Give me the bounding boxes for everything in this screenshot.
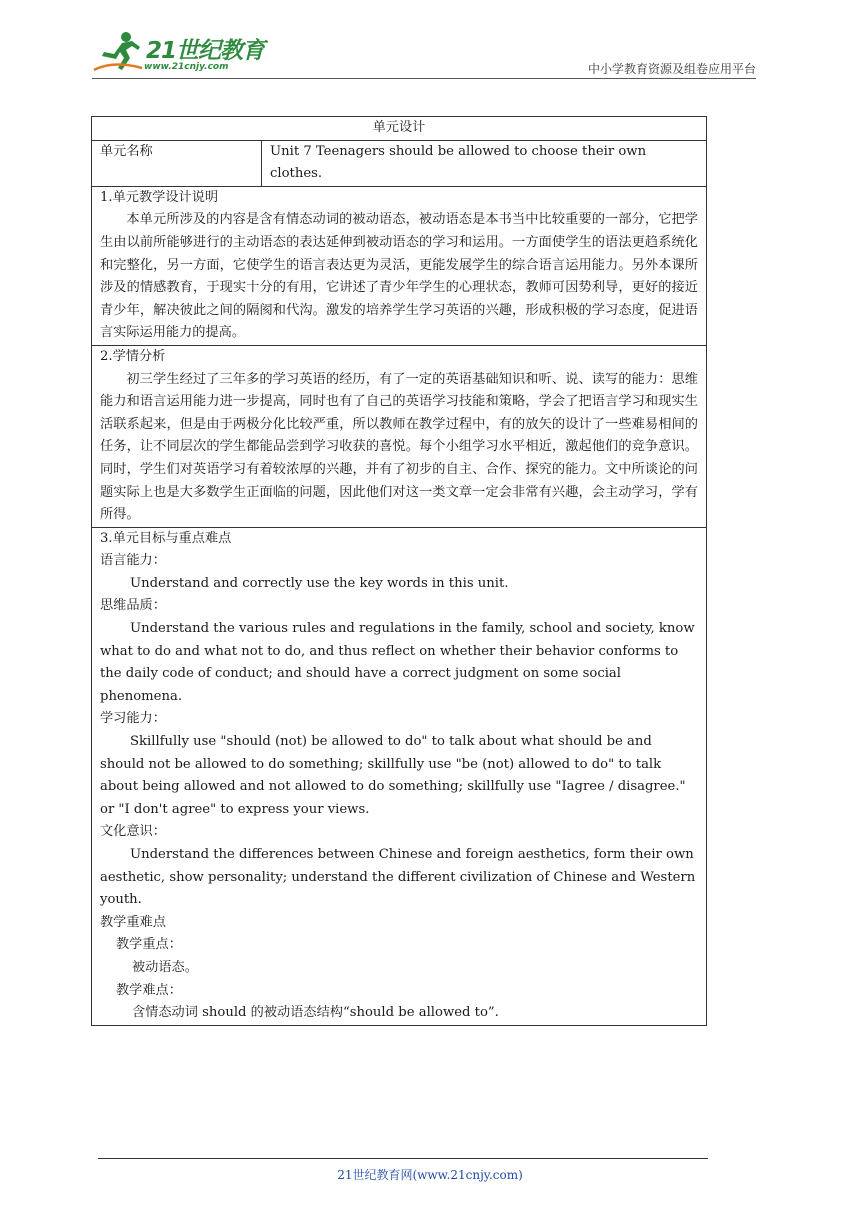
unit-design-table xyxy=(91,116,707,1026)
unit-name-label: 单元名称 xyxy=(92,140,262,186)
design-heading: 1.单元教学设计说明 xyxy=(100,189,219,205)
header-divider xyxy=(92,78,756,79)
table-row xyxy=(92,527,707,1025)
table-row xyxy=(92,117,707,141)
key-difficult-label: 教学重难点 xyxy=(100,914,166,930)
page-header xyxy=(0,0,860,90)
unit-name-value: Unit 7 Teenagers should be allowed to choose their own clothes. xyxy=(262,140,707,186)
logo xyxy=(92,30,272,80)
language-label: 语言能力： xyxy=(100,553,166,569)
design-section xyxy=(92,186,707,345)
table-row xyxy=(92,186,707,345)
table-title: 单元设计 xyxy=(92,117,707,141)
goals-section xyxy=(92,527,707,1025)
footer-link[interactable]: 21世纪教育网(www.21cnjy.com) xyxy=(337,1168,523,1182)
table-row xyxy=(92,140,707,186)
header-platform-name: 中小学教育资源及组卷应用平台 xyxy=(587,62,756,76)
design-text: 本单元所涉及的内容是含有情态动词的被动语态，被动语态是本书当中比较重要的一部分，它把学生由以前所能够进行的主动语态的表达延伸到被动语态的学习和运用。一方面使学生的语法更趋系统化和完整化，另一方面，它使学生的语言表达更为灵活，更能发展学生的综合语言运用能力。另外本课所涉及的情感教育，于现实十分的有用，它讲述了青少年学生的心理状态，教师可因势利导，更好的接近青少年，解决彼此之间的隔阂和代沟。激发的培养学生学习英语的兴趣，形成积极的学习态度，促进语言实际运用能力的提高。 xyxy=(100,212,698,341)
language-text: Understand and correctly use the key words in this unit. xyxy=(130,575,509,591)
key-point-label: 教学重点： xyxy=(116,937,182,953)
analysis-text: 初三学生经过了三年多的学习英语的经历，有了一定的英语基础知识和听、说、读写的能力：思维能力和语言运用能力进一步提高，同时也有了自己的英语学习技能和策略，学会了把语言学习和现实生活联系起来，但是由于两极分化比较严重，所以教师在教学过程中，有的放矢的设计了一些难易相间的任务，让不同层次的学生都能品尝到学习收获的喜悦。每个小组学习水平相近，激起他们的竞争意识。同时，学生们对英语学习有着较浓厚的兴趣，并有了初步的自主、合作、探究的能力。文中所谈论的问题实际上也是大多数学生正面临的问题，因此他们对这一类文章一定会非常有兴趣，会主动学习，学有所得。 xyxy=(100,371,698,523)
runner-logo-icon xyxy=(92,30,144,74)
footer-divider xyxy=(98,1158,708,1159)
culture-label: 文化意识： xyxy=(100,824,166,840)
key-point-text: 被动语态。 xyxy=(132,959,198,975)
thinking-text: Understand the various rules and regulations in the family, school and society, know what to do and what not to do, and thus reflect on whether their behavior conforms to the daily code of conduct; and should have a correct judgment on some social phenomena. xyxy=(100,621,695,704)
difficult-point-label: 教学难点： xyxy=(116,982,182,998)
analysis-heading: 2.学情分析 xyxy=(100,348,166,364)
logo-text: 21世纪教育 xyxy=(146,38,265,64)
logo-url: www.21cnjy.com xyxy=(144,62,229,72)
difficult-point-text: 含情态动词 should 的被动语态结构“should be allowed to”. xyxy=(132,1005,499,1021)
learning-text: Skillfully use "should (not) be allowed to do" to talk about what should be and should not be allowed to do something; skillfully use "be (not) allowed to do" to talk about being allowed and not allowed to do something; skillfully use "Iagree / disagree." or "I don't agree" to express your views. xyxy=(100,734,686,817)
culture-text: Understand the differences between Chinese and foreign aesthetics, form their own aesthetic, show personality; understand the different civilization of Chinese and Western youth. xyxy=(100,847,696,908)
table-row xyxy=(92,345,707,527)
analysis-section xyxy=(92,345,707,527)
learning-label: 学习能力： xyxy=(100,711,166,727)
thinking-label: 思维品质： xyxy=(100,598,166,614)
goals-heading: 3.单元目标与重点难点 xyxy=(100,530,232,546)
